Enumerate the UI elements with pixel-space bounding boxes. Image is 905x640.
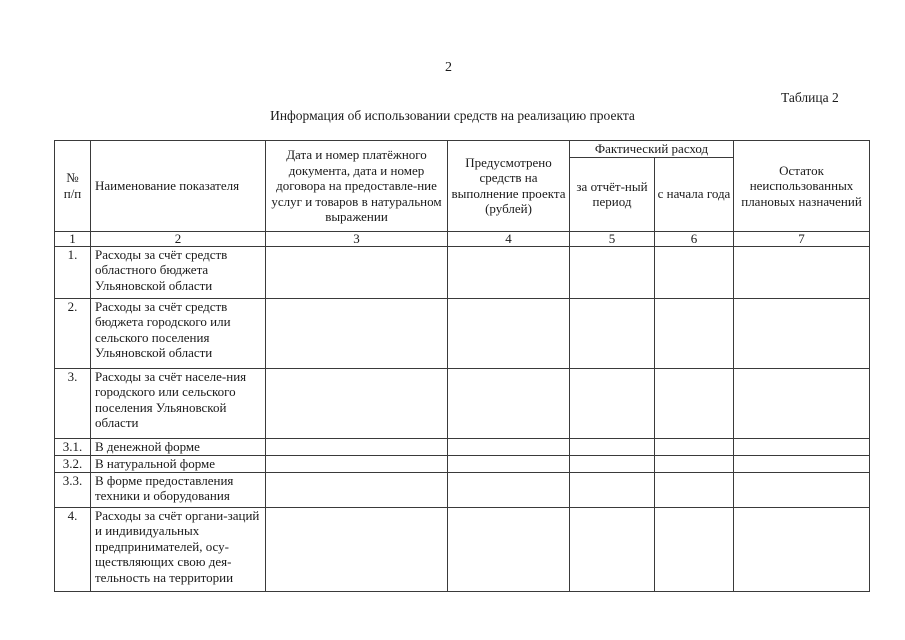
cell-empty [734,246,870,298]
cell-empty [448,298,570,368]
row-name: Расходы за счёт средств областного бюджета Ульяновской области [91,246,266,298]
table-row [55,298,870,368]
cell-empty [734,298,870,368]
cell-empty [448,246,570,298]
cell-empty [655,298,734,368]
row-index: 3.3. [55,472,91,507]
row-index: 1. [55,246,91,298]
column-number: 7 [734,231,870,246]
row-index: 3. [55,368,91,438]
cell-empty [448,472,570,507]
table-row [55,507,870,591]
cell-empty [570,368,655,438]
header-name: Наименование показателя [91,141,266,232]
report-table [54,140,870,592]
column-number: 1 [55,231,91,246]
document-title: Информация об использовании средств на реализацию проекта [270,108,635,123]
cell-empty [266,438,448,455]
cell-empty [570,246,655,298]
cell-empty [734,438,870,455]
row-index: 3.2. [55,455,91,472]
row-index: 3.1. [55,438,91,455]
header-planned: Предусмотрено средств на выполнение проекта (рублей) [448,141,570,232]
cell-empty [655,438,734,455]
cell-empty [570,298,655,368]
cell-empty [570,507,655,591]
column-number: 3 [266,231,448,246]
table-row [55,368,870,438]
cell-empty [266,455,448,472]
row-name: В денежной форме [91,438,266,455]
cell-empty [266,472,448,507]
header-actual-period: за отчёт-ный период [570,157,655,231]
cell-empty [655,368,734,438]
cell-empty [570,472,655,507]
cell-empty [570,455,655,472]
column-number: 2 [91,231,266,246]
row-name: Расходы за счёт органи-заций и индивидуальных предпринимателей, осу-ществляющих свою дея-тельность на территории [91,507,266,591]
cell-empty [655,472,734,507]
header-document: Дата и номер платёжного документа, дата и номер договора на предоставле-ние услуг и товаров в натуральном выражении [266,141,448,232]
row-name: Расходы за счёт средств бюджета городского или сельского поселения Ульяновской области [91,298,266,368]
header-actual: Фактический расход [570,141,734,158]
table-row [55,472,870,507]
cell-empty [655,455,734,472]
cell-empty [734,455,870,472]
cell-empty [266,246,448,298]
cell-empty [734,472,870,507]
header-num: № п/п [55,141,91,232]
table-row [55,246,870,298]
row-index: 2. [55,298,91,368]
table-row [55,438,870,455]
cell-empty [734,368,870,438]
cell-empty [448,507,570,591]
cell-empty [448,455,570,472]
table-row [55,455,870,472]
row-name: В форме предоставления техники и оборудования [91,472,266,507]
cell-empty [266,507,448,591]
cell-empty [448,438,570,455]
header-remainder: Остаток неиспользованных плановых назначений [734,141,870,232]
cell-empty [734,507,870,591]
row-name: В натуральной форме [91,455,266,472]
column-number: 5 [570,231,655,246]
column-number: 6 [655,231,734,246]
header-actual-year: с начала года [655,157,734,231]
table-label: Таблица 2 [781,90,839,105]
cell-empty [655,507,734,591]
cell-empty [448,368,570,438]
column-number: 4 [448,231,570,246]
cell-empty [655,246,734,298]
row-name: Расходы за счёт населе-ния городского или сельского поселения Ульяновской области [91,368,266,438]
cell-empty [570,438,655,455]
cell-empty [266,368,448,438]
row-index: 4. [55,507,91,591]
page-number: 2 [445,60,452,75]
column-number-row [55,231,870,246]
cell-empty [266,298,448,368]
